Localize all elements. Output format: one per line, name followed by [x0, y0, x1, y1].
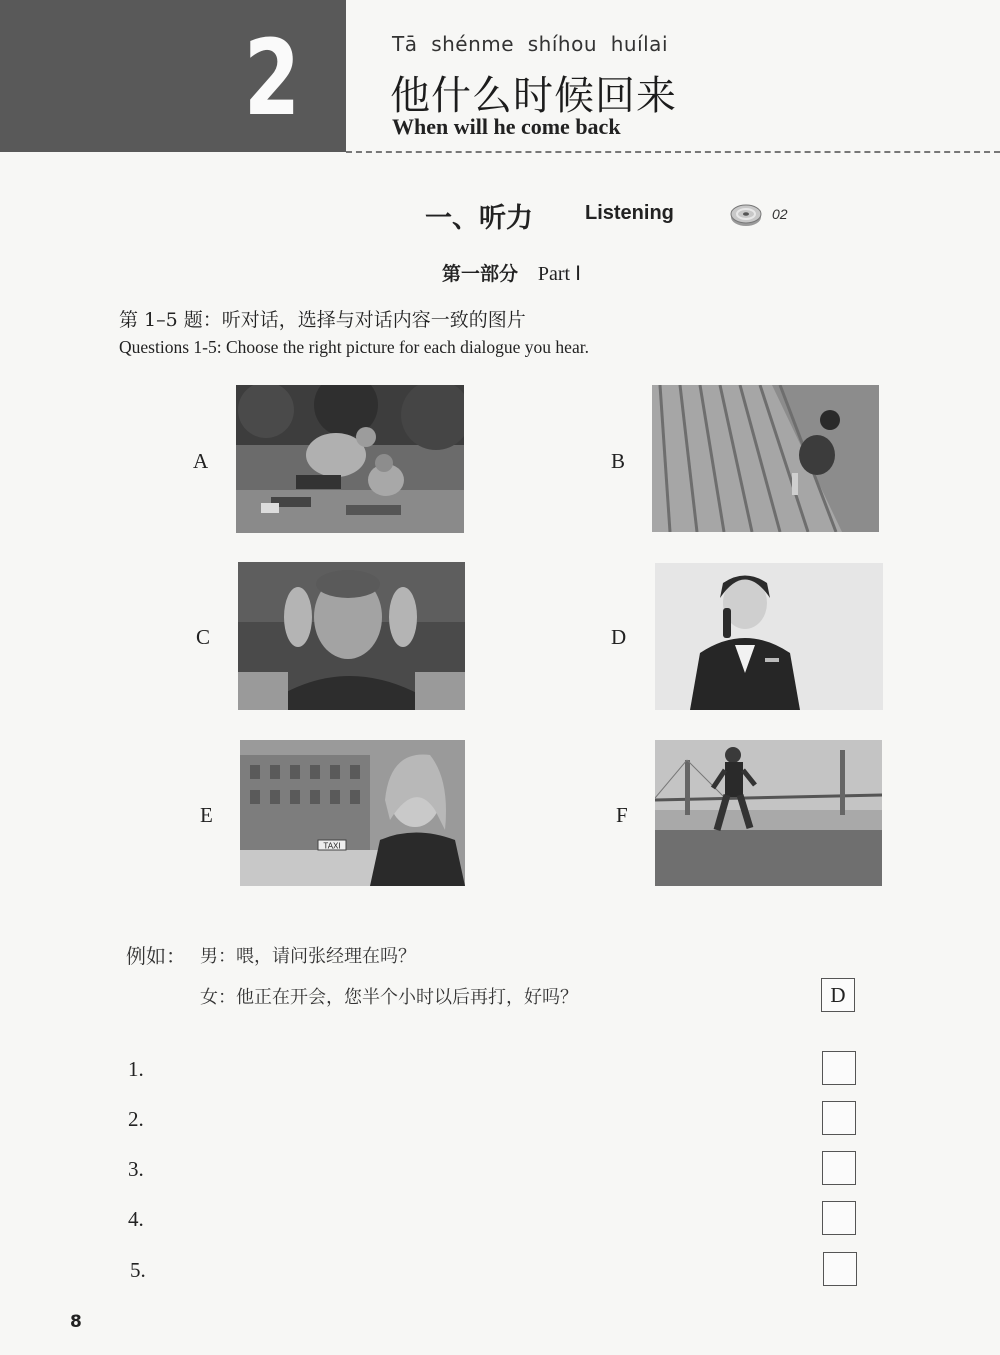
title-pinyin: Tā shénme shíhou huílai — [392, 32, 668, 56]
picture-label-c: C — [196, 625, 211, 649]
question-number-1: 1. — [128, 1057, 144, 1081]
answer-box-3[interactable] — [822, 1151, 856, 1185]
part-heading — [442, 259, 581, 286]
part-label-english: Part Ⅰ — [537, 263, 581, 285]
page-number: 8 — [70, 1312, 82, 1332]
picture-label-f: F — [616, 803, 628, 827]
question-number-2: 2. — [128, 1107, 144, 1131]
picture-label-a: A — [193, 449, 209, 473]
example-man-line: 男：喂，请问张经理在吗？ — [200, 946, 416, 967]
audio-track-number: 02 — [772, 206, 788, 222]
answer-box-1[interactable] — [822, 1051, 856, 1085]
header-rule-solid — [0, 150, 346, 152]
photo-d-businesswoman-on-phone[interactable] — [655, 563, 883, 710]
example-label: 例如： — [126, 944, 186, 968]
picture-label-b: B — [611, 449, 626, 473]
part-label-chinese: 第一部分 — [442, 263, 519, 285]
lesson-number: 2 — [243, 17, 301, 139]
header-rule-dashed — [346, 151, 1000, 153]
photo-c-man-looking-up-worried[interactable] — [238, 562, 465, 710]
photo-b-girl-fallen-on-stairs[interactable] — [652, 385, 879, 532]
instructions-english: Questions 1-5: Choose the right picture for each dialogue you hear. — [119, 337, 589, 357]
taxi-sign-text: TAXI — [323, 841, 341, 851]
answer-box-4[interactable] — [822, 1201, 856, 1235]
picture-label-e: E — [200, 803, 213, 827]
picture-label-d: D — [611, 625, 627, 649]
example-answer-box: D — [821, 978, 855, 1012]
answer-box-2[interactable] — [822, 1101, 856, 1135]
question-number-4: 4. — [128, 1207, 144, 1231]
section-title-english: Listening — [585, 202, 674, 224]
photo-e-woman-on-phone-street[interactable] — [240, 740, 465, 886]
instructions-chinese: 第 1–5 题：听对话，选择与对话内容一致的图片 — [119, 309, 526, 331]
lesson-title-chinese: 他什么时候回来 — [390, 73, 677, 119]
answer-box-5[interactable] — [823, 1252, 857, 1286]
example-woman-line: 女：他正在开会，您半个小时以后再打，好吗？ — [200, 987, 578, 1008]
photo-a-runner-injured-ankle[interactable] — [236, 385, 464, 533]
cd-icon[interactable] — [730, 201, 766, 227]
photo-f-man-running-by-river[interactable] — [655, 740, 882, 886]
question-number-3: 3. — [128, 1157, 144, 1181]
question-number-5: 5. — [130, 1258, 146, 1282]
lesson-title-english: When will he come back — [392, 114, 621, 139]
section-title-chinese: 一、听力 — [425, 203, 533, 234]
